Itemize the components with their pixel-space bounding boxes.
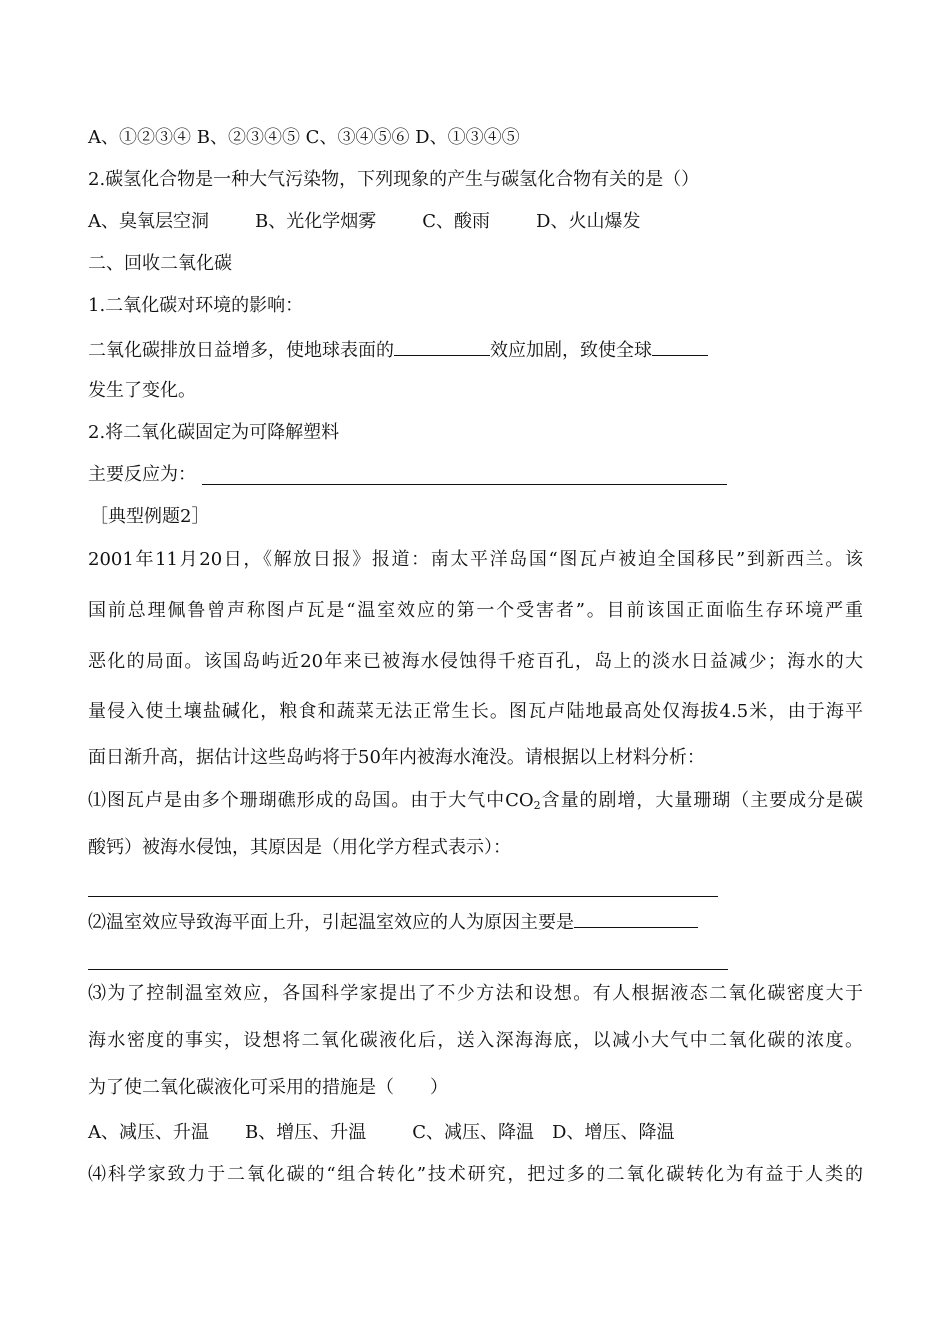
q2-option-c: C、酸雨 xyxy=(422,211,491,232)
section2-heading: 二、回收二氧化碳 xyxy=(88,253,232,274)
q2-stem: 2.碳氢化合物是一种大气污染物，下列现象的产生与碳氢化合物有关的是（） xyxy=(88,169,700,190)
q1-options: A、①②③④ B、②③④⑤ C、③④⑤⑥ D、①③④⑤ xyxy=(88,127,520,148)
q3-option-c: C、减压、降温 xyxy=(412,1122,535,1143)
answer-blank[interactable] xyxy=(574,909,698,928)
question-2: ⑵温室效应导致海平面上升，引起温室效应的人为原因主要是 xyxy=(88,909,698,933)
q3-option-a: A、减压、升温 xyxy=(88,1122,209,1143)
answer-blank[interactable] xyxy=(394,337,490,356)
q3-option-d: D、增压、降温 xyxy=(552,1122,675,1143)
question-1-cont: 酸钙）被海水侵蚀，其原因是（用化学方程式表示）： xyxy=(88,837,511,858)
answer-blank[interactable] xyxy=(652,337,708,356)
example-heading: ［典型例题2］ xyxy=(90,506,210,527)
section2-item1: 1.二氧化碳对环境的影响： xyxy=(88,295,304,316)
q2-option-b: B、光化学烟雾 xyxy=(255,211,377,232)
reaction-label: 主要反应为： xyxy=(88,464,196,485)
q2-option-d: D、火山爆发 xyxy=(536,211,641,232)
example-text-line: 面日渐升高，据估计这些岛屿将于50年内被海水淹没。请根据以上材料分析： xyxy=(88,747,705,768)
question-1: ⑴图瓦卢是由多个珊瑚礁形成的岛国。由于大气中$CO_2$含量的剧增，大量珊瑚（主要成分是碳 xyxy=(88,790,864,812)
q3-option-b: B、增压、升温 xyxy=(245,1122,367,1143)
example-text-line: 恶化的局面。该国岛屿近20年来已被海水侵蚀得千疮百孔，岛上的淡水日益减少；海水的大 xyxy=(88,651,863,672)
q2-options xyxy=(88,210,640,234)
q2-option-a: A、臭氧层空洞 xyxy=(88,211,209,232)
section2-item2: 2.将二氧化碳固定为可降解塑料 xyxy=(88,422,340,443)
question-3-line: ⑶为了控制温室效应，各国科学家提出了不少方法和设想。有人根据液态二氧化碳密度大于 xyxy=(88,983,863,1004)
question-1-answer-line[interactable] xyxy=(88,896,718,897)
question-3-line: 为了使二氧化碳液化可采用的措施是（ ） xyxy=(88,1077,448,1098)
question-3-line: 海水密度的事实，设想将二氧化碳液化后，送入深海海底，以减小大气中二氧化碳的浓度。 xyxy=(88,1030,863,1051)
question-4: ⑷科学家致力于二氧化碳的“组合转化”技术研究，把过多的二氧化碳转化为有益于人类的 xyxy=(88,1164,863,1185)
example-text-line: 2001年11月20日，《解放日报》报道：南太平洋岛国“图瓦卢被迫全国移民”到新西兰。该 xyxy=(88,549,863,570)
effect-sentence-end: 发生了变化。 xyxy=(88,380,196,401)
effect-sentence: 二氧化碳排放日益增多，使地球表面的 效应加剧，致使全球 xyxy=(88,337,708,361)
question-3-options xyxy=(88,1121,674,1145)
example-text-line: 国前总理佩鲁曾声称图卢瓦是“温室效应的第一个受害者”。目前该国正面临生存环境严重 xyxy=(88,600,863,621)
reaction-answer-line[interactable] xyxy=(202,484,727,485)
question-2-answer-line[interactable] xyxy=(88,969,728,970)
example-text-line: 量侵入使土壤盐碱化，粮食和蔬菜无法正常生长。图瓦卢陆地最高处仅海拔4.5米，由于海平 xyxy=(88,701,863,722)
